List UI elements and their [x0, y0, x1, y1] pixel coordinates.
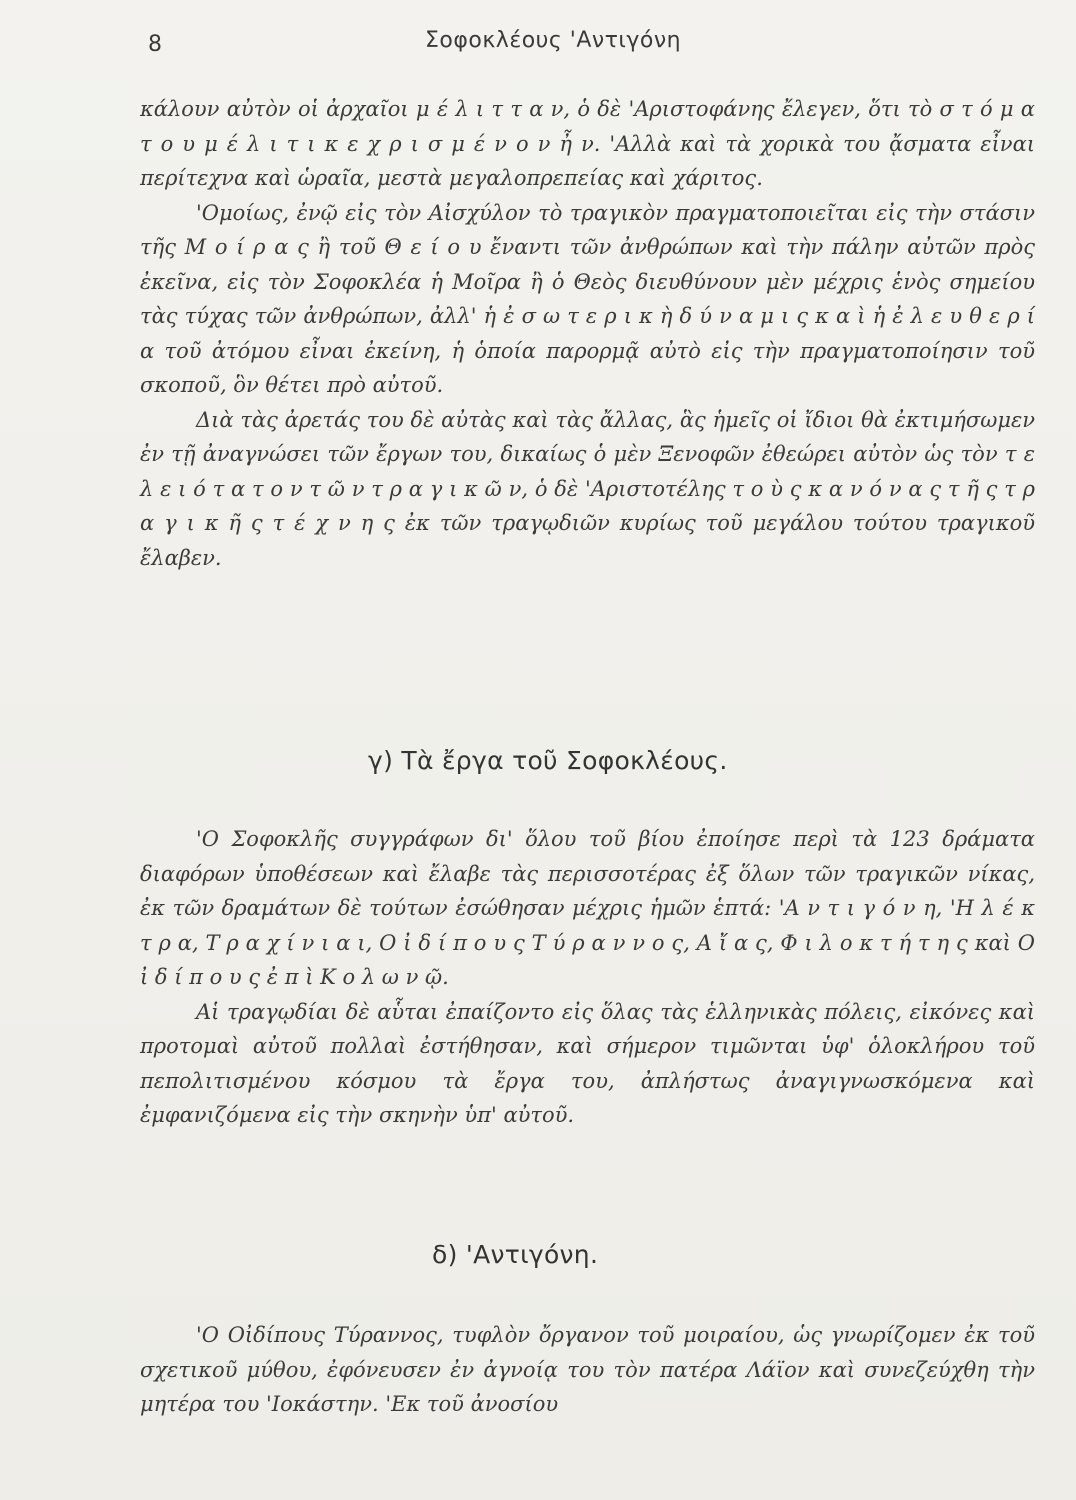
paragraph: 'Ο Σοφοκλῆς συγγράφων δι' ὅλου τοῦ βίου ἐποίησε περὶ τὰ 123 δράματα διαφόρων ὑποθέσεων καὶ ἔλαβε τὰς περισσοτέρας ἐξ ὅλων τῶν τραγικῶν νίκας, ἐκ τῶν δραμάτων δὲ τούτων ἐσώθησαν μέχρις ἡμῶν ἑπτά: 'Α ν τ ι γ ό ν η, 'Η λ έ κ τ ρ α, Τ ρ α χ ί ν ι α ι, Ο ἰ δ ί π ο υ ς Τ ύ ρ α ν ν ο ς, Α ἴ α ς, Φ ι λ ο κ τ ή τ η ς καὶ Ο ἰ δ ί π ο υ ς ἐ π ὶ Κ ο λ ω ν ῷ.: [140, 827, 1035, 989]
running-title: Σοφοκλέους 'Αντιγόνη: [425, 28, 682, 53]
paragraph: 'Ομοίως, ἐνῷ εἰς τὸν Αἰσχύλον τὸ τραγικὸν πραγματοποιεῖται εἰς τὴν στάσιν τῆς Μ ο ί ρ α ς ἢ τοῦ Θ ε ί ο υ ἔναντι τῶν ἀνθρώπων καὶ τὴν πάλην αὐτῶν πρὸς ἐκεῖνα, εἰς τὸν Σοφοκλέα ἡ Μοῖρα ἢ ὁ Θεὸς διευθύνουν μὲν μέχρις ἑνὸς σημείου τὰς τύχας τῶν ἀνθρώπων, ἀλλ' ἡ ἐ σ ω τ ε ρ ι κ ὴ δ ύ ν α μ ι ς κ α ὶ ἡ ἐ λ ε υ θ ε ρ ί α τοῦ ἀτόμου εἶναι ἐκείνη, ἡ ὁποία παρορμᾷ αὐτὸ εἰς τὴν πραγματοποίησιν τοῦ σκοποῦ, ὃν θέτει πρὸ αὐτοῦ.: [140, 200, 1035, 397]
section-heading-works: γ) Τὰ ἔργα τοῦ Σοφοκλέους.: [368, 746, 728, 775]
page-number: 8: [148, 32, 162, 57]
paragraph: Αἱ τραγῳδίαι δὲ αὗται ἐπαίζοντο εἰς ὅλας τὰς ἑλληνικὰς πόλεις, εἰκόνες καὶ προτομαὶ αὐτοῦ πολλαὶ ἐστήθησαν, καὶ σήμερον τιμῶνται ὑφ' ὁλοκλήρου τοῦ πεπολιτισμένου κόσμου τὰ ἔργα του, ἀπλήστως ἀναγιγνωσκόμενα καὶ ἐμφανιζόμενα εἰς τὴν σκηνὴν ὑπ' αὐτοῦ.: [140, 999, 1035, 1127]
paragraph: κάλουν αὐτὸν οἱ ἀρχαῖοι μ έ λ ι τ τ α ν, ὁ δὲ 'Αριστοφάνης ἔλεγεν, ὅτι τὸ σ τ ό μ α τ ο υ μ έ λ ι τ ι κ ε χ ρ ι σ μ έ ν ο ν ἦ ν. 'Αλλὰ καὶ τὰ χορικὰ του ᾄσματα εἶναι περίτεχνα καὶ ὡραῖα, μεστὰ μεγαλοπρεπείας καὶ χάριτος.: [140, 97, 1035, 190]
text-block-intro: [140, 92, 1035, 575]
section-heading-antigone: δ) 'Αντιγόνη.: [432, 1240, 599, 1269]
text-block-antigone: [140, 1318, 1035, 1422]
page-header: [0, 28, 1076, 62]
paragraph: Διὰ τὰς ἀρετάς του δὲ αὐτὰς καὶ τὰς ἄλλας, ἃς ἡμεῖς οἱ ἴδιοι θὰ ἐκτιμήσωμεν ἐν τῇ ἀναγνώσει τῶν ἔργων του, δικαίως ὁ μὲν Ξενοφῶν ἐθεώρει αὐτὸν ὡς τὸν τ ε λ ε ι ό τ α τ ο ν τ ῶ ν τ ρ α γ ι κ ῶ ν, ὁ δὲ 'Αριστοτέλης τ ο ὺ ς κ α ν ό ν α ς τ ῆ ς τ ρ α γ ι κ ῆ ς τ έ χ ν η ς ἐκ τῶν τραγῳδιῶν κυρίως τοῦ μεγάλου τούτου τραγικοῦ ἔλαβεν.: [140, 407, 1035, 570]
paragraph: 'Ο Οἰδίπους Τύραννος, τυφλὸν ὄργανον τοῦ μοιραίου, ὡς γνωρίζομεν ἐκ τοῦ σχετικοῦ μύθου, ἐφόνευσεν ἐν ἀγνοίᾳ του τὸν πατέρα Λάϊον καὶ συνεζεύχθη τὴν μητέρα του 'Ιοκάστην. 'Εκ τοῦ ἀνοσίου: [140, 1323, 1035, 1416]
text-block-works: [140, 822, 1035, 1133]
